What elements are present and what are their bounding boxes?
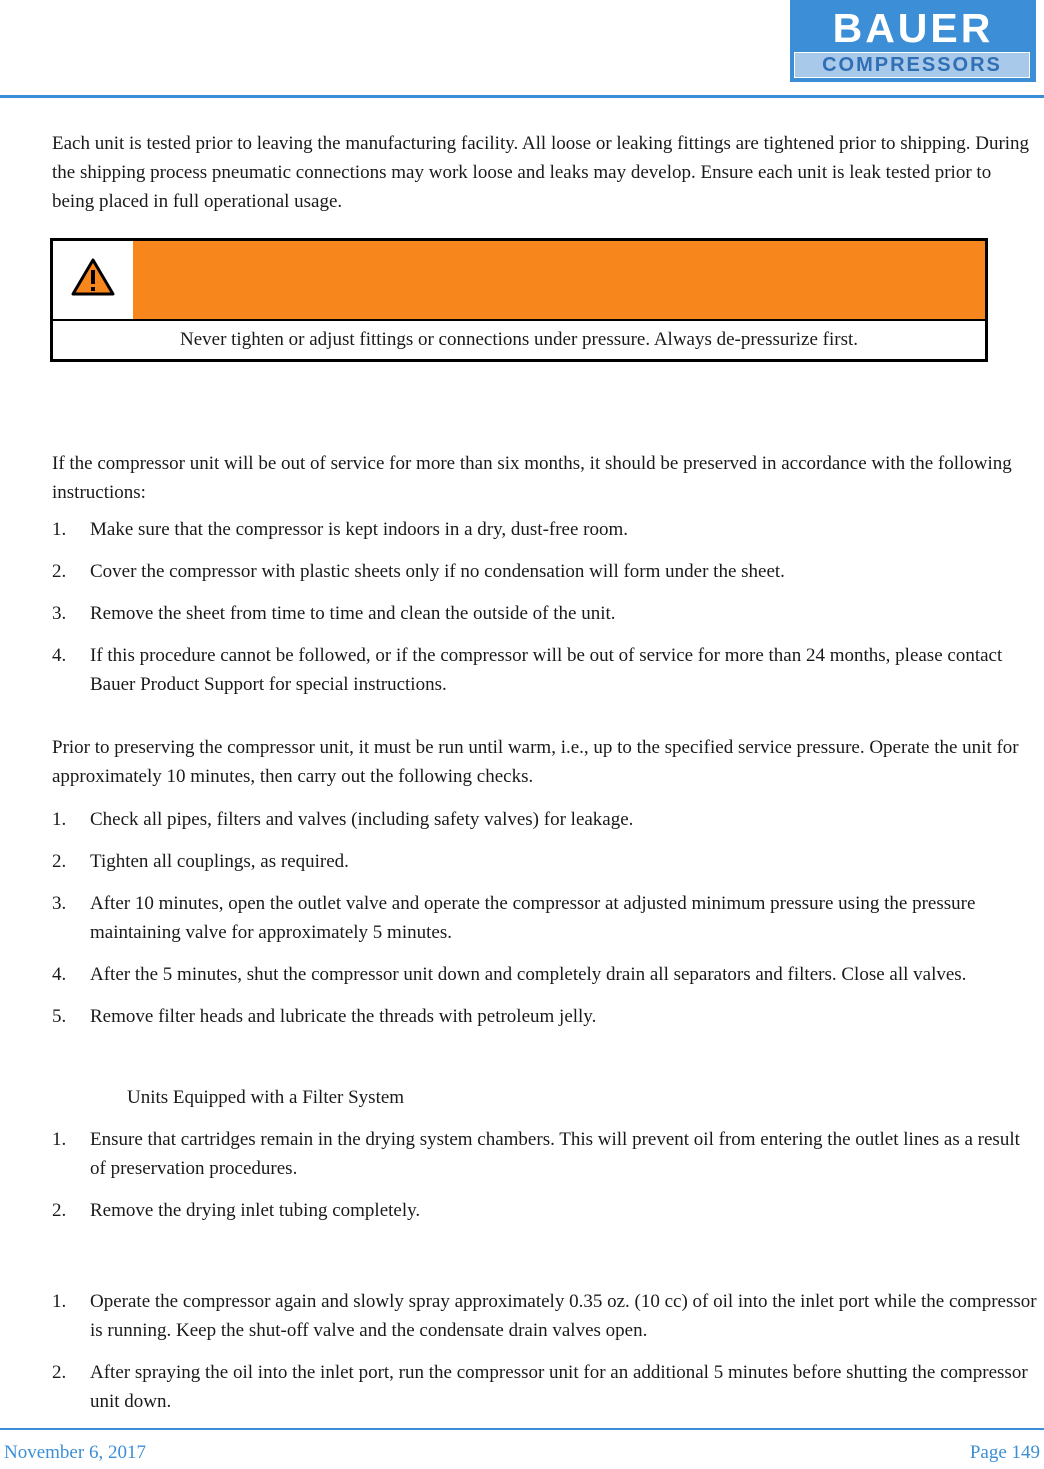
logo-text-bauer: BAUER xyxy=(832,5,994,51)
footer-rule xyxy=(0,1428,1044,1430)
step-number: 1. xyxy=(52,519,67,540)
list-item xyxy=(52,1358,1037,1416)
step-text: Remove the sheet from time to time and clean the outside of the unit. xyxy=(90,603,616,624)
step-text: Cover the compressor with plastic sheets only if no condensation will form under the sheet. xyxy=(90,561,785,582)
list-item xyxy=(52,1125,1037,1183)
step-text: Remove filter heads and lubricate the threads with petroleum jelly. xyxy=(90,1006,597,1027)
step-number: 2. xyxy=(52,561,67,582)
step-text: Check all pipes, filters and valves (including safety valves) for leakage. xyxy=(90,809,634,830)
step-text: Make sure that the compressor is kept indoors in a dry, dust-free room. xyxy=(90,519,629,540)
prior-intro: Prior to preserving the compressor unit, it must be run until warm, i.e., up to the specified service pressure. Operate the unit for approximately 10 minutes, then carry out the following checks. xyxy=(52,737,1019,787)
step-number: 3. xyxy=(52,603,67,624)
prior-steps xyxy=(52,805,1037,1031)
intro-paragraph: Each unit is tested prior to leaving the manufacturing facility. All loose or leaking fittings are tightened prior to shipping. During the shipping process pneumatic connections may work loose and leaks may develop. Ensure each unit is leak tested prior to being placed in full operational usage. xyxy=(52,133,1030,212)
step-number: 1. xyxy=(52,809,67,830)
step-number: 3. xyxy=(52,893,67,914)
warning-box xyxy=(50,238,988,362)
list-item xyxy=(52,599,1037,628)
step-text: If this procedure cannot be followed, or if the compressor will be out of service for more than 24 months, please contact Bauer Product Support for special instructions. xyxy=(90,645,1003,695)
preservation-intro: If the compressor unit will be out of service for more than six months, it should be preserved in accordance with the following instructions: xyxy=(52,453,1012,503)
step-number: 2. xyxy=(52,1200,67,1221)
warning-triangle-icon xyxy=(71,257,115,297)
step-text: After 10 minutes, open the outlet valve and operate the compressor at adjusted minimum pressure using the pressure maintaining valve for approximately 5 minutes. xyxy=(90,893,976,943)
oil-steps xyxy=(52,1287,1037,1416)
step-number: 2. xyxy=(52,1362,67,1383)
header-rule xyxy=(0,95,1044,98)
list-item xyxy=(52,1002,1037,1031)
warning-banner xyxy=(133,241,985,319)
list-item xyxy=(52,641,1037,699)
list-item xyxy=(52,847,1037,876)
warning-divider xyxy=(53,319,985,321)
filter-steps xyxy=(52,1125,1037,1225)
footer-date: November 6, 2017 xyxy=(4,1442,146,1463)
step-text: Remove the drying inlet tubing completely. xyxy=(90,1200,421,1221)
list-item xyxy=(52,889,1037,947)
step-number: 4. xyxy=(52,964,67,985)
list-item xyxy=(52,557,1037,586)
footer-page-number: Page 149 xyxy=(969,1442,1040,1463)
step-number: 1. xyxy=(52,1291,67,1312)
filter-heading: Units Equipped with a Filter System xyxy=(127,1087,405,1108)
step-number: 2. xyxy=(52,851,67,872)
warning-text: Never tighten or adjust fittings or connections under pressure. Always de-pressurize first. xyxy=(179,329,859,350)
step-text: Operate the compressor again and slowly spray approximately 0.35 oz. (10 cc) of oil into the inlet port while the compressor is running. Keep the shut-off valve and the condensate drain valves open. xyxy=(90,1291,1037,1341)
list-item xyxy=(52,1196,1037,1225)
step-text: After spraying the oil into the inlet port, run the compressor unit for an additional 5 minutes before shutting the compressor unit down. xyxy=(90,1362,1028,1412)
step-text: After the 5 minutes, shut the compressor unit down and completely drain all separators and filters. Close all valves. xyxy=(90,964,967,985)
list-item xyxy=(52,960,1037,989)
logo-text-compressors: COMPRESSORS xyxy=(794,52,1030,78)
step-number: 4. xyxy=(52,645,67,666)
warning-header xyxy=(53,241,985,319)
step-number: 5. xyxy=(52,1006,67,1027)
step-number: 1. xyxy=(52,1129,67,1150)
bauer-logo xyxy=(790,0,1036,82)
step-text: Ensure that cartridges remain in the drying system chambers. This will prevent oil from entering the outlet lines as a result of preservation procedures. xyxy=(90,1129,1020,1179)
step-text: Tighten all couplings, as required. xyxy=(90,851,349,872)
list-item xyxy=(52,515,1037,544)
list-item xyxy=(52,1287,1037,1345)
preservation-steps xyxy=(52,515,1037,699)
list-item xyxy=(52,805,1037,834)
